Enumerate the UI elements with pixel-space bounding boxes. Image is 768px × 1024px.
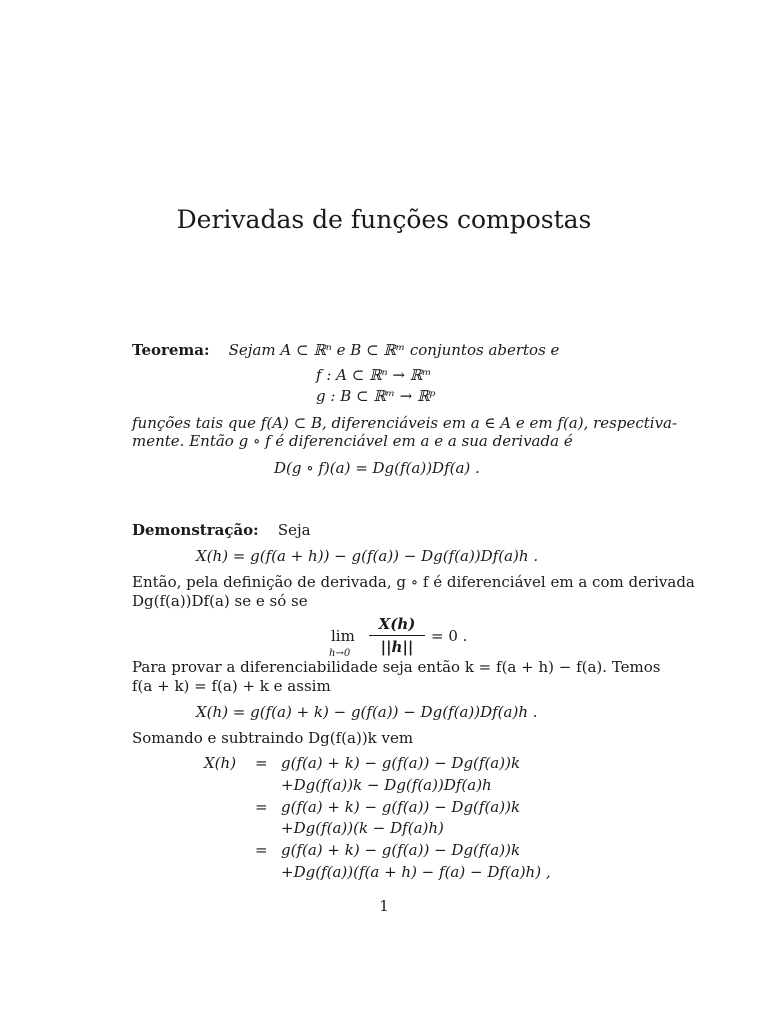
prove-line2: f(a + k) = f(a) + k e assim	[132, 677, 331, 695]
limit-rhs: = 0 .	[431, 627, 468, 645]
chain-op: =	[255, 798, 268, 816]
chain-rhs: g(f(a) + k) − g(f(a)) − Dg(f(a))k	[281, 798, 521, 816]
chain-rhs: +Dg(f(a))(k − Df(a)h)	[281, 819, 444, 837]
chain-op: =	[255, 754, 268, 772]
map-g: g : B ⊂ ℝᵐ → ℝᵖ	[316, 387, 436, 405]
theorem-formula: D(g ∘ f)(a) = Dg(f(a))Df(a) .	[274, 459, 480, 477]
prove-line1: Para provar a diferenciabilidade seja então k = f(a + h) − f(a). Temos	[132, 658, 661, 676]
theorem-label: Teorema:	[132, 341, 210, 359]
page-title: Derivadas de funções compostas	[176, 205, 592, 234]
chain-op: =	[255, 841, 268, 859]
chain-rhs: +Dg(f(a))(f(a + h) − f(a) − Df(a)h) ,	[281, 863, 551, 881]
lim-subscript: h→0	[329, 648, 351, 659]
map-f: f : A ⊂ ℝⁿ → ℝᵐ	[316, 366, 432, 384]
theorem-body-line1: funções tais que f(A) ⊂ B, diferenciáveis em a ∈ A e em f(a), respectiva-	[132, 414, 678, 432]
lim-word: lim	[331, 627, 355, 645]
theorem-intro: Sejam A ⊂ ℝⁿ e B ⊂ ℝᵐ conjuntos abertos e	[228, 341, 560, 359]
equation-X2: X(h) = g(f(a) + k) − g(f(a)) − Dg(f(a))Df(a)h .	[196, 703, 538, 721]
theorem-body-line2: mente. Então g ∘ f é diferenciável em a e a sua derivada é	[132, 432, 573, 450]
chain-rhs: g(f(a) + k) − g(f(a)) − Dg(f(a))k	[281, 841, 521, 859]
fraction-bar	[369, 635, 425, 636]
then-line1: Então, pela definição de derivada, g ∘ f é diferenciável em a com derivada	[132, 573, 695, 591]
limit-fraction	[367, 614, 427, 657]
proof-intro-line	[132, 520, 636, 540]
page-number: 1	[379, 897, 389, 915]
proof-intro: Seja	[277, 521, 311, 539]
summing-line: Somando e subtraindo Dg(f(a))k vem	[132, 729, 414, 747]
chain-lhs: X(h)	[204, 754, 237, 772]
definition-X: X(h) = g(f(a + h)) − g(f(a)) − Dg(f(a))Df(a)h .	[196, 547, 539, 565]
proof-label: Demonstração:	[132, 521, 259, 539]
fraction-denominator: ||h||	[380, 638, 414, 656]
chain-rhs: +Dg(f(a))k − Dg(f(a))Df(a)h	[281, 776, 492, 794]
theorem-intro-line	[132, 340, 636, 360]
chain-rhs: g(f(a) + k) − g(f(a)) − Dg(f(a))k	[281, 754, 521, 772]
fraction-numerator: X(h)	[378, 615, 416, 633]
then-line2: Dg(f(a))Df(a) se e só se	[132, 592, 308, 610]
